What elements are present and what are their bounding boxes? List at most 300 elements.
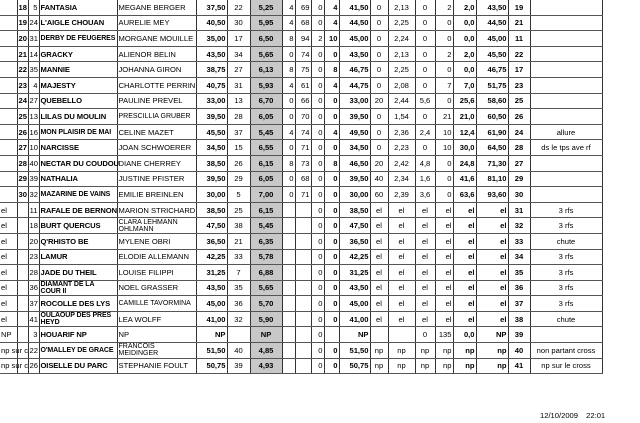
col-dressage-score: 38,75 — [196, 62, 227, 78]
col-cross-time-faults: el — [415, 218, 435, 234]
col-jump-total: 0 — [324, 187, 339, 203]
col-cross-obstacles: el — [370, 218, 388, 234]
col-place — [17, 233, 28, 249]
col-cross-total: 21,0 — [453, 109, 476, 125]
col-jump-total: 0 — [324, 46, 339, 62]
col-jump-time-faults: 0 — [311, 233, 324, 249]
col-note: 3 rfs — [530, 202, 602, 218]
col-cross-time: 2,44 — [388, 93, 415, 109]
col-dressage-points: 5,65 — [250, 280, 282, 296]
col-cross-total: np — [453, 343, 476, 359]
col-cross-obstacles: el — [370, 249, 388, 265]
col-status — [0, 62, 17, 78]
table-row — [0, 358, 602, 374]
col-jump-time-faults: 0 — [311, 93, 324, 109]
col-status — [0, 140, 17, 156]
col-dressage-points: 6,15 — [250, 155, 282, 171]
col-start-number: 40 — [28, 155, 39, 171]
col-cross-other: 0 — [435, 31, 453, 47]
col-subtotal: 47,50 — [339, 218, 370, 234]
col-jump-time: 73 — [295, 155, 311, 171]
col-dressage-points: 6,88 — [250, 265, 282, 281]
col-cross-time-faults: 0 — [415, 109, 435, 125]
col-dressage-score: 37,50 — [196, 0, 227, 15]
col-cross-total: 7,0 — [453, 77, 476, 93]
col-horse: OISELLE DU PARC — [39, 358, 117, 374]
col-place: 27 — [17, 140, 28, 156]
col-start-number: 39 — [28, 171, 39, 187]
col-cross-other: 0 — [435, 155, 453, 171]
col-final-total: np — [476, 343, 508, 359]
col-status — [0, 46, 17, 62]
col-note — [530, 15, 602, 31]
col-jump-time-faults: 0 — [311, 124, 324, 140]
col-dressage-score: 40,75 — [196, 77, 227, 93]
col-final-total: el — [476, 265, 508, 281]
col-place — [17, 280, 28, 296]
col-jump-total: 0 — [324, 140, 339, 156]
col-start-number: 23 — [28, 249, 39, 265]
col-status: el — [0, 249, 17, 265]
col-status: NP — [0, 327, 17, 343]
col-horse: HOUARIF NP — [39, 327, 117, 343]
col-cross-obstacles: el — [370, 233, 388, 249]
col-horse — [39, 187, 117, 203]
col-cross-time-faults: el — [415, 280, 435, 296]
col-jump-time-faults: 0 — [311, 171, 324, 187]
table-row — [0, 343, 602, 359]
table-row — [0, 249, 602, 265]
col-place: 26 — [17, 124, 28, 140]
col-final-total: 44,50 — [476, 15, 508, 31]
col-cross-obstacles: 0 — [370, 31, 388, 47]
col-jump-total: 0 — [324, 218, 339, 234]
col-horse-text: MAZARINE DE VAINS — [40, 190, 111, 198]
col-dressage-score: 51,50 — [196, 343, 227, 359]
col-dressage-points: 6,13 — [250, 62, 282, 78]
col-cross-time-faults: el — [415, 249, 435, 265]
col-jump-time — [295, 343, 311, 359]
col-note: allure — [530, 124, 602, 140]
col-jump-time-faults: 0 — [311, 46, 324, 62]
col-jump-faults: 8 — [282, 31, 295, 47]
col-jump-faults — [282, 311, 295, 327]
table-row — [0, 31, 602, 47]
col-final-total: 51,75 — [476, 77, 508, 93]
col-jump-time-faults: 0 — [311, 0, 324, 15]
col-place — [17, 218, 28, 234]
col-jump-faults: 0 — [282, 46, 295, 62]
col-place: 25 — [17, 109, 28, 125]
col-cross-other: 2 — [435, 46, 453, 62]
col-dressage-rank: 33 — [227, 249, 250, 265]
col-order: 33 — [508, 233, 530, 249]
col-cross-time-faults: 5,6 — [415, 93, 435, 109]
col-status — [0, 15, 17, 31]
col-place — [17, 296, 28, 312]
table-row — [0, 93, 602, 109]
col-cross-time: 2,36 — [388, 124, 415, 140]
col-status: el — [0, 311, 17, 327]
col-dressage-rank: 5 — [227, 187, 250, 203]
col-cross-obstacles: np — [370, 343, 388, 359]
col-dressage-score: 41,00 — [196, 311, 227, 327]
col-horse: BURT QUERCUS — [39, 218, 117, 234]
print-time: 22:01 — [586, 411, 606, 420]
table-row — [0, 265, 602, 281]
col-order: 32 — [508, 218, 530, 234]
col-cross-time: 2,23 — [388, 140, 415, 156]
col-start-number: 41 — [28, 311, 39, 327]
col-jump-faults — [282, 296, 295, 312]
col-rider: EMILIE BREINLEN — [117, 187, 196, 203]
col-jump-faults: 4 — [282, 77, 295, 93]
col-status — [0, 93, 17, 109]
col-jump-faults — [282, 249, 295, 265]
col-status: el — [0, 296, 17, 312]
col-cross-time-faults: el — [415, 233, 435, 249]
col-cross-time-faults: 3,6 — [415, 187, 435, 203]
col-horse: L'AIGLE CHOUAN — [39, 15, 117, 31]
col-dressage-rank — [227, 327, 250, 343]
col-final-total: el — [476, 280, 508, 296]
col-jump-time — [295, 233, 311, 249]
col-jump-total: 10 — [324, 31, 339, 47]
col-dressage-rank: 34 — [227, 46, 250, 62]
col-cross-obstacles: 60 — [370, 187, 388, 203]
table-row — [0, 187, 602, 203]
col-final-total: el — [476, 311, 508, 327]
col-cross-other: 0 — [435, 93, 453, 109]
col-cross-other: el — [435, 249, 453, 265]
col-jump-time-faults: 0 — [311, 187, 324, 203]
col-dressage-score: 38,50 — [196, 155, 227, 171]
col-cross-obstacles: 40 — [370, 171, 388, 187]
col-jump-time-faults: 0 — [311, 280, 324, 296]
col-order: 40 — [508, 343, 530, 359]
col-start-number: 20 — [28, 233, 39, 249]
col-jump-time-faults: 0 — [311, 218, 324, 234]
col-jump-total: 4 — [324, 77, 339, 93]
table-row — [0, 15, 602, 31]
col-rider — [117, 218, 196, 234]
table-row — [0, 218, 602, 234]
col-subtotal: 43,50 — [339, 46, 370, 62]
col-rider: ELODIE ALLEMANN — [117, 249, 196, 265]
col-order: 23 — [508, 77, 530, 93]
col-final-total: 45,00 — [476, 31, 508, 47]
col-dressage-points: 6,05 — [250, 171, 282, 187]
col-cross-time-faults: np — [415, 358, 435, 374]
table-row — [0, 171, 602, 187]
col-order: 36 — [508, 280, 530, 296]
col-jump-total: 0 — [324, 280, 339, 296]
col-dressage-score: 34,50 — [196, 140, 227, 156]
col-start-number: 28 — [28, 265, 39, 281]
col-dressage-score: NP — [196, 327, 227, 343]
col-cross-total: 24,8 — [453, 155, 476, 171]
col-start-number: 3 — [28, 327, 39, 343]
col-final-total: 61,90 — [476, 124, 508, 140]
col-jump-faults — [282, 280, 295, 296]
col-place: 19 — [17, 15, 28, 31]
col-horse: QUEBELLO — [39, 93, 117, 109]
col-dressage-points: 6,70 — [250, 93, 282, 109]
col-jump-time: 66 — [295, 93, 311, 109]
col-jump-total: 4 — [324, 15, 339, 31]
col-dressage-rank: 22 — [227, 0, 250, 15]
col-subtotal: 51,50 — [339, 343, 370, 359]
col-cross-other: 0 — [435, 171, 453, 187]
col-cross-time-faults: 0 — [415, 62, 435, 78]
table-row — [0, 140, 602, 156]
col-dressage-points: 4,85 — [250, 343, 282, 359]
col-dressage-score: 42,25 — [196, 249, 227, 265]
col-dressage-rank: 26 — [227, 155, 250, 171]
col-place — [17, 249, 28, 265]
col-cross-total: 30,0 — [453, 140, 476, 156]
col-status — [0, 187, 17, 203]
table-row — [0, 327, 602, 343]
col-cross-other: el — [435, 296, 453, 312]
col-note: 3 rfs — [530, 249, 602, 265]
col-final-total: el — [476, 233, 508, 249]
col-jump-total: 0 — [324, 311, 339, 327]
col-note: chute — [530, 311, 602, 327]
col-jump-faults: 4 — [282, 15, 295, 31]
col-dressage-rank: 21 — [227, 233, 250, 249]
col-cross-time: el — [388, 218, 415, 234]
col-jump-time — [295, 280, 311, 296]
col-status: np sur c — [0, 358, 17, 374]
col-jump-total: 0 — [324, 296, 339, 312]
col-rider-text: FRANCOIS MEIDINGER — [118, 343, 159, 358]
col-cross-other: 21 — [435, 109, 453, 125]
col-cross-obstacles: el — [370, 280, 388, 296]
col-note: 3 rfs — [530, 218, 602, 234]
col-final-total: 58,60 — [476, 93, 508, 109]
col-jump-time: 75 — [295, 62, 311, 78]
table-row — [0, 311, 602, 327]
col-jump-time: 94 — [295, 31, 311, 47]
col-jump-time — [295, 202, 311, 218]
col-jump-time-faults: 0 — [311, 15, 324, 31]
col-dressage-points: NP — [250, 327, 282, 343]
col-cross-other: 2 — [435, 0, 453, 15]
col-note — [530, 46, 602, 62]
col-subtotal: 42,25 — [339, 249, 370, 265]
col-cross-time: el — [388, 296, 415, 312]
col-dressage-points: 6,15 — [250, 202, 282, 218]
col-final-total: 81,10 — [476, 171, 508, 187]
col-cross-time: 2,25 — [388, 62, 415, 78]
col-subtotal: 33,00 — [339, 93, 370, 109]
col-subtotal: 44,75 — [339, 77, 370, 93]
col-cross-obstacles: 0 — [370, 46, 388, 62]
col-jump-total: 0 — [324, 171, 339, 187]
col-jump-total — [324, 327, 339, 343]
col-cross-time: el — [388, 249, 415, 265]
col-jump-time-faults: 0 — [311, 358, 324, 374]
col-cross-total: el — [453, 218, 476, 234]
col-jump-time-faults: 0 — [311, 140, 324, 156]
col-status: el — [0, 233, 17, 249]
col-dressage-points: 6,35 — [250, 233, 282, 249]
col-rider — [117, 343, 196, 359]
col-rider: CHARLOTTE PERRIN — [117, 77, 196, 93]
col-horse: MANNIE — [39, 62, 117, 78]
col-rider: STEPHANIE FOULT — [117, 358, 196, 374]
col-start-number: 37 — [28, 296, 39, 312]
col-dressage-points: 5,25 — [250, 0, 282, 15]
col-order: 28 — [508, 140, 530, 156]
col-cross-total: 12,4 — [453, 124, 476, 140]
col-cross-obstacles — [370, 327, 388, 343]
col-horse: Q'RHISTO BE — [39, 233, 117, 249]
col-order: 19 — [508, 0, 530, 15]
col-horse: LAMUR — [39, 249, 117, 265]
col-order: 25 — [508, 93, 530, 109]
col-subtotal: 46,50 — [339, 155, 370, 171]
col-rider: JOAN SCHWOERER — [117, 140, 196, 156]
col-cross-time: 2,08 — [388, 77, 415, 93]
col-rider: DIANE CHERREY — [117, 155, 196, 171]
col-place: 20 — [17, 31, 28, 47]
col-start-number: 22 — [28, 343, 39, 359]
col-dressage-rank: 30 — [227, 15, 250, 31]
col-start-number: 31 — [28, 31, 39, 47]
col-cross-time: 2,13 — [388, 46, 415, 62]
col-horse: JADE DU THEIL — [39, 265, 117, 281]
col-jump-faults — [282, 265, 295, 281]
col-subtotal: 45,00 — [339, 31, 370, 47]
col-cross-other: el — [435, 280, 453, 296]
col-subtotal: 45,00 — [339, 296, 370, 312]
col-jump-total: 0 — [324, 358, 339, 374]
col-dressage-score: 39,50 — [196, 109, 227, 125]
col-rider: CELINE MAZET — [117, 124, 196, 140]
col-subtotal: 38,50 — [339, 202, 370, 218]
col-jump-time: 70 — [295, 109, 311, 125]
col-jump-time-faults: 0 — [311, 296, 324, 312]
col-dressage-rank: 15 — [227, 140, 250, 156]
col-dressage-rank: 32 — [227, 311, 250, 327]
col-cross-time: 2,42 — [388, 155, 415, 171]
col-cross-total: 0,0 — [453, 327, 476, 343]
col-cross-time-faults: 1,6 — [415, 171, 435, 187]
col-jump-faults — [282, 202, 295, 218]
col-rider-text: CLARA LEHMANN OHLMANN — [118, 218, 178, 233]
col-horse-text: OULAOUP DES PRES HEYD — [40, 312, 112, 327]
col-order: 34 — [508, 249, 530, 265]
col-note — [530, 327, 602, 343]
col-horse: NECTAR DU COUDOU — [39, 155, 117, 171]
col-dressage-rank: 25 — [227, 202, 250, 218]
col-cross-obstacles: np — [370, 358, 388, 374]
col-horse: GRACKY — [39, 46, 117, 62]
col-jump-faults — [282, 358, 295, 374]
col-final-total: 71,30 — [476, 155, 508, 171]
col-order: 37 — [508, 296, 530, 312]
col-dressage-rank: 40 — [227, 343, 250, 359]
col-place: 21 — [17, 46, 28, 62]
col-order: 27 — [508, 155, 530, 171]
col-cross-other: 0 — [435, 15, 453, 31]
col-horse: NARCISSE — [39, 140, 117, 156]
col-cross-time-faults: 0 — [415, 0, 435, 15]
col-rider: LOUISE FILIPPI — [117, 265, 196, 281]
col-jump-time — [295, 358, 311, 374]
col-cross-time-faults: el — [415, 296, 435, 312]
col-rider: JOHANNA GIRON — [117, 62, 196, 78]
col-dressage-points: 5,45 — [250, 124, 282, 140]
col-dressage-points: 7,00 — [250, 187, 282, 203]
col-final-total: np — [476, 358, 508, 374]
col-status: el — [0, 265, 17, 281]
col-cross-total: el — [453, 249, 476, 265]
col-cross-time-faults: 0 — [415, 327, 435, 343]
col-note: ds le tps ave rf — [530, 140, 602, 156]
col-order: 31 — [508, 202, 530, 218]
col-subtotal: NP — [339, 327, 370, 343]
col-jump-total: 0 — [324, 109, 339, 125]
table-row — [0, 155, 602, 171]
col-jump-time: 71 — [295, 140, 311, 156]
col-rider: JUSTINE PFISTER — [117, 171, 196, 187]
col-dressage-score: 35,00 — [196, 31, 227, 47]
col-cross-total: 2,0 — [453, 46, 476, 62]
col-place — [17, 202, 28, 218]
col-subtotal: 39,50 — [339, 109, 370, 125]
print-timestamp — [540, 411, 611, 420]
col-horse — [39, 280, 117, 296]
col-jump-faults: 0 — [282, 109, 295, 125]
col-status — [0, 155, 17, 171]
col-rider: NOEL GRASSER — [117, 280, 196, 296]
col-start-number: 14 — [28, 46, 39, 62]
col-cross-obstacles: 0 — [370, 0, 388, 15]
col-horse — [39, 31, 117, 47]
col-jump-total: 4 — [324, 0, 339, 15]
col-cross-total: 0,0 — [453, 31, 476, 47]
col-subtotal: 50,75 — [339, 358, 370, 374]
col-status: el — [0, 202, 17, 218]
col-horse — [39, 311, 117, 327]
col-jump-time: 61 — [295, 77, 311, 93]
col-dressage-points: 5,90 — [250, 311, 282, 327]
col-start-number: 11 — [28, 202, 39, 218]
col-cross-time-faults: 0 — [415, 140, 435, 156]
col-dressage-points: 5,45 — [250, 218, 282, 234]
col-horse: ROCOLLE DES LYS — [39, 296, 117, 312]
col-place: 30 — [17, 187, 28, 203]
col-cross-obstacles: 0 — [370, 77, 388, 93]
col-jump-time-faults: 0 — [311, 327, 324, 343]
col-cross-time — [388, 327, 415, 343]
col-horse-text: DIAMANT DE LA COUR II — [40, 280, 95, 295]
col-dressage-points: 4,93 — [250, 358, 282, 374]
col-subtotal: 36,50 — [339, 233, 370, 249]
col-cross-other: 0 — [435, 187, 453, 203]
col-order: 30 — [508, 187, 530, 203]
col-cross-time: np — [388, 343, 415, 359]
col-horse — [39, 124, 117, 140]
col-note — [530, 187, 602, 203]
col-jump-time: 74 — [295, 46, 311, 62]
col-cross-total: el — [453, 233, 476, 249]
col-cross-total: el — [453, 296, 476, 312]
col-cross-time: el — [388, 233, 415, 249]
